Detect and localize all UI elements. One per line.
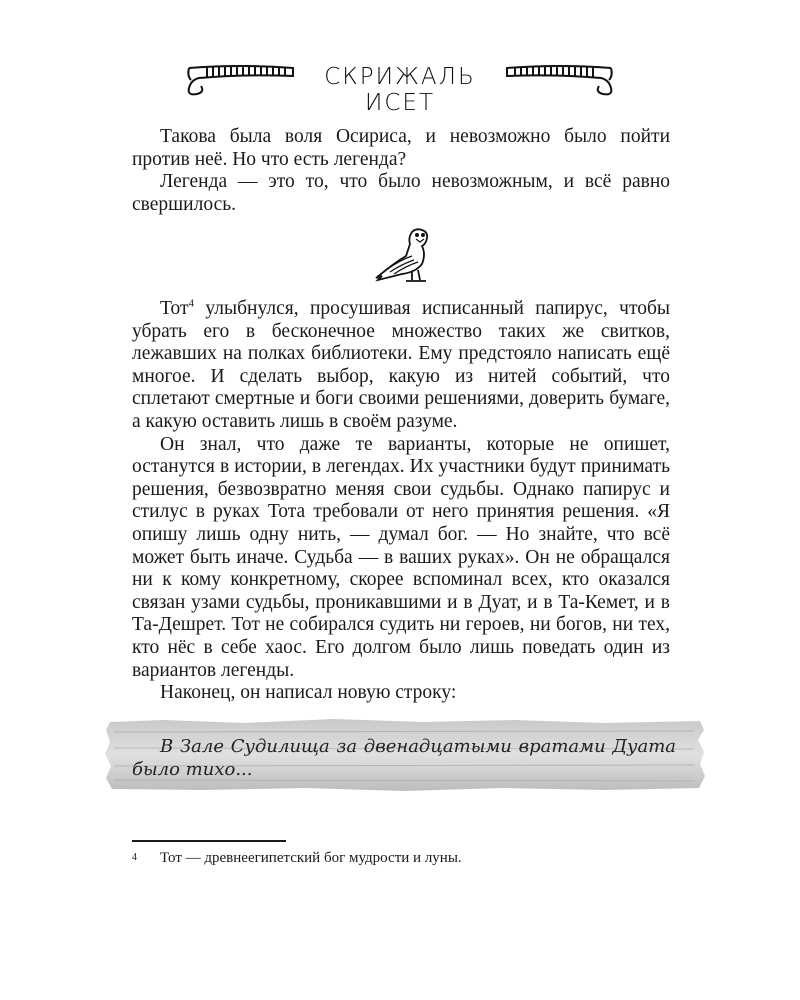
owl-hieroglyph-icon — [372, 226, 438, 284]
page-header — [185, 62, 615, 116]
papyrus-line: В Зале Судилища за двенадцатыми вратами Дуата было тихо... — [132, 736, 676, 780]
footnote — [132, 849, 672, 867]
text-block-main — [132, 298, 670, 705]
paragraph-text: улыбнулся, просушивая исписанный папирус, чтобы убрать его в бесконечное множество таких же свитков, лежавших на полках библиотеки. Ему предстояло написать ещё многое. И сделать выбор, какую из нитей событий, что сплетают смертные и боги своими решениями, доверить бумаге, а какую оставить лишь в своём разуме. — [132, 298, 670, 432]
paragraph: Такова была воля Осириса, и невозможно было пойти против неё. Но что есть легенда? — [132, 126, 670, 170]
paragraph-start: Тот — [160, 298, 189, 319]
papyrus-strip — [104, 718, 706, 792]
text-block-intro — [132, 126, 670, 216]
book-title: СКРИЖАЛЬ ИСЕТ — [324, 64, 476, 116]
footnote-text: Тот — древнеегипетский бог мудрости и луны. — [160, 850, 462, 866]
footnote-ref[interactable]: 4 — [188, 297, 194, 310]
scroll-ornament-left-icon — [185, 62, 295, 98]
paragraph — [132, 298, 670, 434]
paragraph: Наконец, он написал новую строку: — [160, 682, 457, 704]
footnote-divider — [132, 840, 286, 842]
footnote-number: 4 — [132, 852, 137, 863]
papyrus-text — [132, 735, 676, 781]
paragraph: Он знал, что даже те варианты, которые не опишет, останутся в истории, в легендах. Их участники будут принимать решения, безвозвратно меняя свои судьбы. Однако папирус и стилус в руках Тота требовали от него принятия решения. «Я опишу лишь одну нить, — думал бог. — Но знайте, что всё может быть иначе. Судьба — в ваших руках». Он не обращался ни к кому конкретному, скорее вспоминал всех, кто оказался связан узами судьбы, проникавшими и в Дуат, и в Та-Кемет, и в Та-Дешрет. Тот не собирался судить ни героев, ни богов, ни тех, кто нёс в себе хаос. Его долгом было лишь поведать один из вариантов легенды. — [132, 433, 670, 681]
paragraph: Легенда — это то, что было невозможным, и всё равно свершилось. — [132, 171, 670, 215]
scroll-ornament-right-icon — [505, 62, 615, 98]
